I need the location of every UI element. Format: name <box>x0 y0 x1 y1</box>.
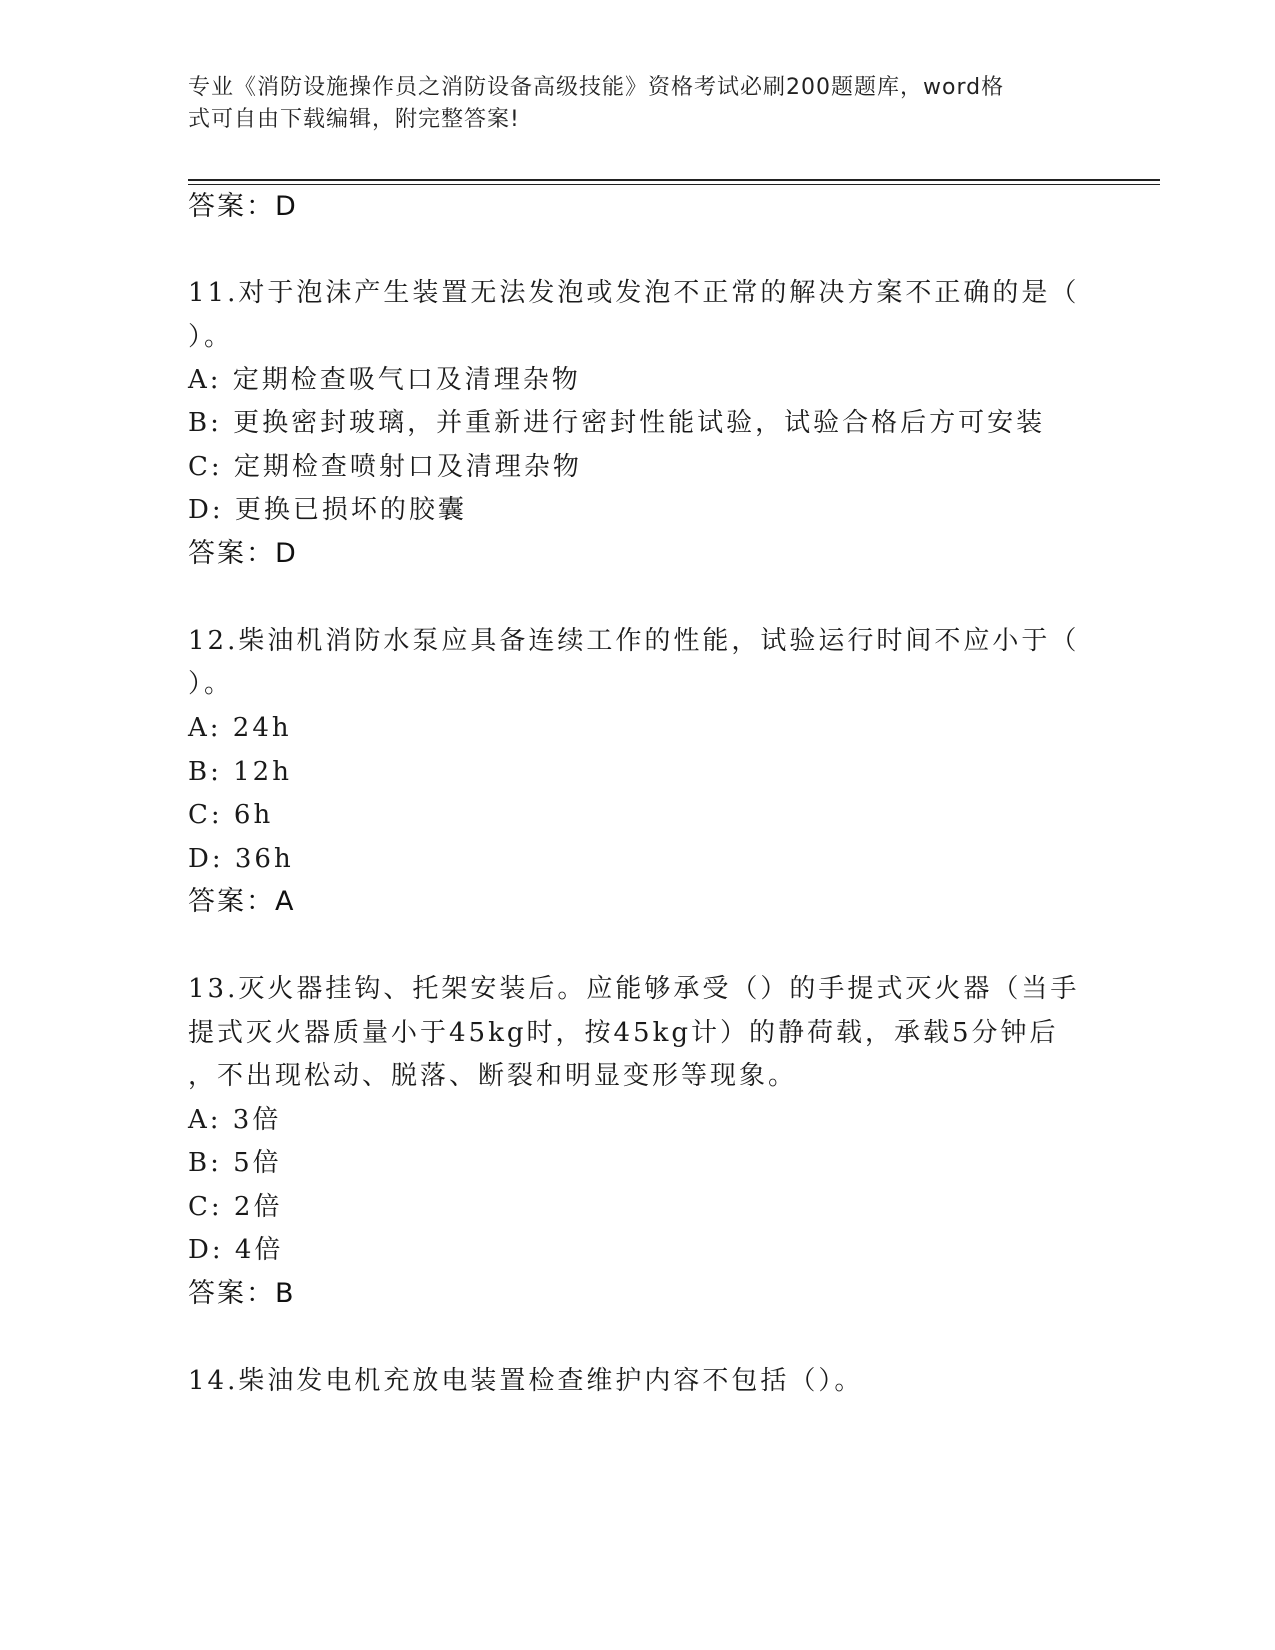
question-13-option-b: B: 5倍 <box>188 1148 282 1178</box>
question-11-text-line-1: 11.对于泡沫产生装置无法发泡或发泡不正常的解决方案不正确的是（ <box>188 278 1080 308</box>
question-11-text-line-2: ）。 <box>188 322 234 352</box>
question-12-option-a: A: 24h <box>188 713 292 743</box>
question-11-option-d: D: 更换已损坏的胶囊 <box>188 495 467 525</box>
question-12-answer: 答案：A <box>188 886 296 917</box>
question-11-option-a: A: 定期检查吸气口及清理杂物 <box>188 365 581 395</box>
question-12-option-d: D: 36h <box>188 844 294 874</box>
question-12-option-c: C: 6h <box>188 800 274 830</box>
question-13-option-c: C: 2倍 <box>188 1192 283 1222</box>
question-14-text-line-1: 14.柴油发电机充放电装置检查维护内容不包括（）。 <box>188 1366 864 1396</box>
question-13-answer: 答案：B <box>188 1278 296 1309</box>
document-header <box>188 72 1088 136</box>
question-13-text-line-2: 提式灭火器质量小于45kg时，按45kg计）的静荷载，承载5分钟后 <box>188 1018 1059 1048</box>
question-12-text-line-2: ）。 <box>188 669 234 699</box>
header-line-1: 专业《消防设施操作员之消防设备高级技能》资格考试必刷200题题库，word格 <box>188 75 1005 100</box>
header-line-2: 式可自由下载编辑，附完整答案! <box>188 107 520 132</box>
question-11-option-b: B: 更换密封玻璃，并重新进行密封性能试验，试验合格后方可安装 <box>188 408 1046 438</box>
question-12-text-line-1: 12.柴油机消防水泵应具备连续工作的性能，试验运行时间不应小于（ <box>188 626 1080 656</box>
question-13-option-d: D: 4倍 <box>188 1235 284 1265</box>
question-13-text-line-1: 13.灭火器挂钩、托架安装后。应能够承受（）的手提式灭火器（当手 <box>188 974 1080 1004</box>
question-11-option-c: C: 定期检查喷射口及清理杂物 <box>188 452 582 482</box>
question-13-text-line-3: ，不出现松动、脱落、断裂和明显变形等现象。 <box>188 1061 798 1091</box>
question-13-option-a: A: 3倍 <box>188 1105 282 1135</box>
question-11-answer: 答案：D <box>188 538 298 569</box>
previous-answer: 答案：D <box>188 191 298 222</box>
header-divider-thick <box>188 179 1160 181</box>
question-12-option-b: B: 12h <box>188 757 292 787</box>
header-divider-thin <box>188 184 1160 185</box>
